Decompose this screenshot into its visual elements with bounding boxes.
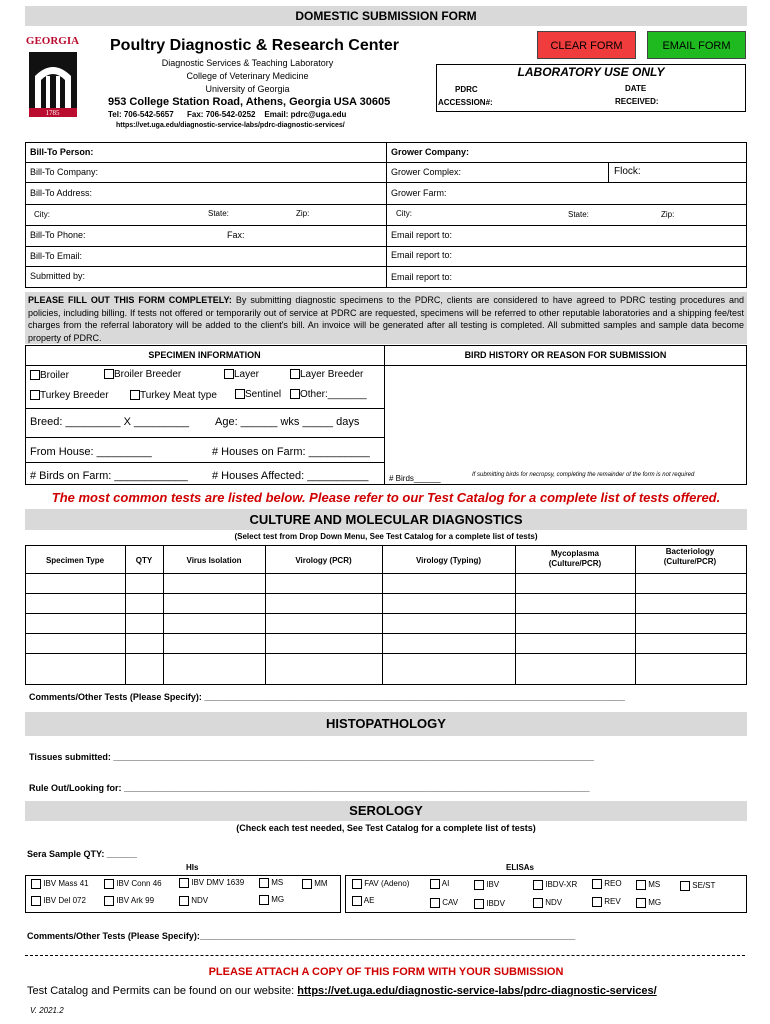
- catalog-line: [27, 985, 657, 997]
- ibv-del-072-checkbox[interactable]: [31, 896, 41, 906]
- col-qty: QTY: [135, 556, 153, 565]
- necropsy-note: If submitting birds for necropsy, completing the remainder of the form is not required: [472, 472, 695, 478]
- bill-city[interactable]: City:: [34, 210, 50, 219]
- grower-company[interactable]: Grower Company:: [391, 147, 470, 157]
- bill-state[interactable]: State:: [208, 209, 229, 218]
- ibv-ark-99-checkbox[interactable]: [104, 896, 114, 906]
- ai-checkbox[interactable]: [430, 879, 440, 889]
- culture-table: [25, 545, 747, 685]
- culture-comments[interactable]: Comments/Other Tests (Please Specify): ____________________________________________________________________________________: [29, 692, 625, 702]
- col-virology-typing: Virology (Typing): [415, 556, 482, 565]
- his-mg-checkbox[interactable]: [259, 895, 269, 905]
- logo-top-text: GEORGIA: [25, 35, 80, 47]
- lab-use-box: [436, 64, 746, 112]
- sera-qty[interactable]: Sera Sample QTY: ______: [27, 849, 137, 859]
- layer-breeder-option[interactable]: Layer Breeder: [290, 369, 363, 380]
- catalog-link[interactable]: https://vet.uga.edu/diagnostic-service-labs/pdrc-diagnostic-services/: [297, 985, 657, 997]
- flock[interactable]: Flock:: [614, 166, 641, 177]
- website-link[interactable]: https://vet.uga.edu/diagnostic-service-labs/pdrc-diagnostic-services/: [116, 122, 345, 129]
- his-ibv-dmv-1639[interactable]: IBV DMV 1639: [179, 878, 244, 888]
- serology-title: SEROLOGY: [25, 801, 747, 821]
- elisa-reo[interactable]: REO: [592, 879, 622, 889]
- email-form-button[interactable]: EMAIL FORM: [647, 31, 746, 59]
- histo-title: HISTOPATHOLOGY: [25, 712, 747, 736]
- broiler-checkbox[interactable]: [30, 370, 40, 380]
- arch-icon: [27, 48, 79, 118]
- bill-to-email[interactable]: Bill-To Email:: [30, 251, 83, 261]
- broiler-breeder-checkbox[interactable]: [104, 369, 114, 379]
- broiler-breeder-option[interactable]: Broiler Breeder: [104, 369, 181, 380]
- org-name: Poultry Diagnostic & Research Center: [110, 37, 399, 54]
- his-mg[interactable]: MG: [259, 895, 284, 905]
- his-mm-checkbox[interactable]: [302, 879, 312, 889]
- grower-farm[interactable]: Grower Farm:: [391, 188, 447, 198]
- se-st-checkbox[interactable]: [680, 881, 690, 891]
- rev-checkbox[interactable]: [592, 897, 602, 907]
- his-ibv-del-072[interactable]: IBV Del 072: [31, 896, 86, 906]
- grower-state[interactable]: State:: [568, 210, 589, 219]
- email-report-2[interactable]: Email report to:: [391, 250, 453, 260]
- email: Email: pdrc@uga.edu: [264, 110, 347, 119]
- layer-option[interactable]: Layer: [224, 369, 259, 380]
- date-label: DATE: [625, 84, 647, 93]
- org-address: 953 College Station Road, Athens, Georgia USA 30605: [108, 96, 391, 108]
- fav-adeno-checkbox[interactable]: [352, 879, 362, 889]
- tissues-submitted[interactable]: Tissues submitted: ________________________________________________________________________________________________: [29, 752, 594, 762]
- breed-field[interactable]: Breed: _________ X _________: [30, 416, 190, 428]
- elisa-ms[interactable]: MS: [636, 880, 660, 890]
- his-ms[interactable]: MS: [259, 878, 283, 888]
- his-ms-checkbox[interactable]: [259, 878, 269, 888]
- notice-text: By submitting diagnostic specimens to the PDRC, clients are considered to have agreed to PDRC testing procedures and policies, including billing. If tests not offered or temporarily out of service at PDRC are requested, specimens will be referred to other reputable laboratories and a shipping fee/test charges from the referral laboratory will be added to the client's bill. An invoice will be generated after all testing is completed. All submitted samples and sample data become property of PDRC.: [28, 295, 744, 343]
- col-specimen-type: Specimen Type: [45, 556, 105, 565]
- his-ibv-mass-41[interactable]: IBV Mass 41: [31, 879, 89, 889]
- bill-to-company[interactable]: Bill-To Company:: [30, 167, 99, 177]
- reo-checkbox[interactable]: [592, 879, 602, 889]
- from-house-field[interactable]: From House: _________: [30, 446, 152, 458]
- email-report-1[interactable]: Email report to:: [391, 230, 453, 240]
- serology-comments[interactable]: Comments/Other Tests (Please Specify):___________________________________________________________________________: [27, 931, 576, 941]
- elisa-ibdv-xr[interactable]: IBDV-XR: [533, 880, 577, 890]
- org-line-2: College of Veterinary Medicine: [186, 71, 309, 81]
- houses-on-farm-field[interactable]: # Houses on Farm: __________: [212, 446, 370, 458]
- turkey-breeder-checkbox[interactable]: [30, 390, 40, 400]
- other-checkbox[interactable]: [290, 389, 300, 399]
- col-virology-pcr: Virology (PCR): [295, 556, 352, 565]
- col-mycoplasma: Mycoplasma (Culture/PCR): [548, 549, 602, 568]
- bill-to-phone[interactable]: Bill-To Phone:: [30, 230, 86, 240]
- rule-out[interactable]: Rule Out/Looking for: _____________________________________________________________________________________________: [29, 783, 590, 793]
- submitted-by[interactable]: Submitted by:: [30, 271, 86, 281]
- layer-checkbox[interactable]: [224, 369, 234, 379]
- sentinel-option[interactable]: Sentinel: [235, 389, 281, 400]
- elisa-ndv-checkbox[interactable]: [533, 898, 543, 908]
- ibdv-xr-checkbox[interactable]: [533, 880, 543, 890]
- cav-checkbox[interactable]: [430, 898, 440, 908]
- serology-subtitle: (Check each test needed, See Test Catalog for a complete list of tests): [236, 823, 536, 833]
- his-ndv[interactable]: NDV: [179, 896, 208, 906]
- elisa-ndv[interactable]: NDV: [533, 898, 562, 908]
- ibdv-checkbox[interactable]: [474, 899, 484, 909]
- ibv-checkbox[interactable]: [474, 880, 484, 890]
- elisa-cav[interactable]: CAV: [430, 898, 458, 908]
- bird-history-input[interactable]: [386, 367, 746, 463]
- his-mm[interactable]: MM: [302, 879, 328, 889]
- broiler-option[interactable]: Broiler: [30, 370, 69, 381]
- elisa-ae[interactable]: AE: [352, 896, 374, 906]
- his-ndv-checkbox[interactable]: [179, 896, 189, 906]
- attach-note: PLEASE ATTACH A COPY OF THIS FORM WITH YOUR SUBMISSION: [208, 966, 564, 978]
- logo-year: 1785: [45, 109, 60, 117]
- birds-on-farm-field[interactable]: # Birds on Farm: ____________: [30, 470, 188, 482]
- grower-complex[interactable]: Grower Complex:: [391, 167, 462, 177]
- bill-to-address[interactable]: Bill-To Address:: [30, 188, 93, 198]
- elisa-rev[interactable]: REV: [592, 897, 621, 907]
- ibv-conn-46-checkbox[interactable]: [104, 879, 114, 889]
- elisa-ai[interactable]: AI: [430, 879, 449, 889]
- pdrc-label: PDRC: [455, 85, 478, 94]
- university-logo: [25, 35, 80, 125]
- ibv-dmv-1639-checkbox[interactable]: [179, 878, 189, 888]
- lab-use-title: LABORATORY USE ONLY: [517, 65, 665, 79]
- tel: Tel: 706-542-5657: [108, 110, 174, 119]
- bill-zip[interactable]: Zip:: [296, 209, 310, 218]
- turkey-meat-option[interactable]: Turkey Meat type: [130, 390, 217, 401]
- sentinel-checkbox[interactable]: [235, 389, 245, 399]
- grower-city[interactable]: City:: [396, 209, 412, 218]
- col-bacteriology: Bacteriology (Culture/PCR): [663, 547, 717, 566]
- ibv-mass-41-checkbox[interactable]: [31, 879, 41, 889]
- turkey-meat-checkbox[interactable]: [130, 390, 140, 400]
- elisa-ibv[interactable]: IBV: [474, 880, 499, 890]
- fax: Fax: 706-542-0252: [187, 110, 256, 119]
- elisa-ibdv[interactable]: IBDV: [474, 899, 505, 909]
- col-virus-isolation: Virus Isolation: [186, 556, 242, 565]
- culture-title: CULTURE AND MOLECULAR DIAGNOSTICS: [25, 509, 747, 530]
- form-title-bar: DOMESTIC SUBMISSION FORM: [25, 6, 747, 26]
- his-label: HIs: [186, 863, 199, 872]
- elisa-se-st[interactable]: SE/ST: [680, 881, 715, 891]
- notice-bold: PLEASE FILL OUT THIS FORM COMPLETELY:: [28, 295, 232, 305]
- clear-form-button[interactable]: CLEAR FORM: [537, 31, 636, 59]
- received-label: RECEIVED:: [615, 97, 659, 106]
- version: V. 2021.2: [30, 1006, 64, 1015]
- accession-label: ACCESSION#:: [438, 98, 493, 107]
- common-tests-note: The most common tests are listed below. Please refer to our Test Catalog for a complete list of tests offered.: [51, 490, 721, 505]
- specimen-title: SPECIMEN INFORMATION: [148, 350, 261, 360]
- bird-history-title: BIRD HISTORY OR REASON FOR SUBMISSION: [464, 350, 667, 360]
- turkey-breeder-option[interactable]: Turkey Breeder: [30, 390, 109, 401]
- grower-zip[interactable]: Zip:: [661, 210, 675, 219]
- houses-affected-field[interactable]: # Houses Affected: __________: [212, 470, 369, 482]
- other-option[interactable]: Other:_______: [290, 389, 367, 400]
- elisa-mg-checkbox[interactable]: [636, 898, 646, 908]
- elisa-mg[interactable]: MG: [636, 898, 661, 908]
- org-line-3: University of Georgia: [205, 84, 290, 94]
- layer-breeder-checkbox[interactable]: [290, 369, 300, 379]
- org-line-1: Diagnostic Services & Teaching Laboratory: [161, 58, 334, 68]
- birds-field[interactable]: # Birds______: [389, 474, 441, 483]
- contact-line: [108, 110, 346, 119]
- culture-subtitle: (Select test from Drop Down Menu, See Test Catalog for a complete list of tests): [234, 532, 538, 541]
- catalog-text: Test Catalog and Permits can be found on our website:: [27, 985, 298, 997]
- bill-to-person[interactable]: Bill-To Person:: [30, 147, 94, 157]
- email-report-3[interactable]: Email report to:: [391, 272, 453, 282]
- bill-fax[interactable]: Fax:: [227, 230, 245, 240]
- elisa-ms-checkbox[interactable]: [636, 880, 646, 890]
- his-ibv-conn-46[interactable]: IBV Conn 46: [104, 879, 162, 889]
- notice-block: [25, 292, 747, 344]
- his-ibv-ark-99[interactable]: IBV Ark 99: [104, 896, 154, 906]
- elisas-label: ELISAs: [506, 863, 535, 872]
- ae-checkbox[interactable]: [352, 896, 362, 906]
- age-field[interactable]: Age: ______ wks _____ days: [215, 416, 360, 428]
- org-info: [110, 57, 385, 96]
- elisa-fav-adeno[interactable]: FAV (Adeno): [352, 879, 409, 889]
